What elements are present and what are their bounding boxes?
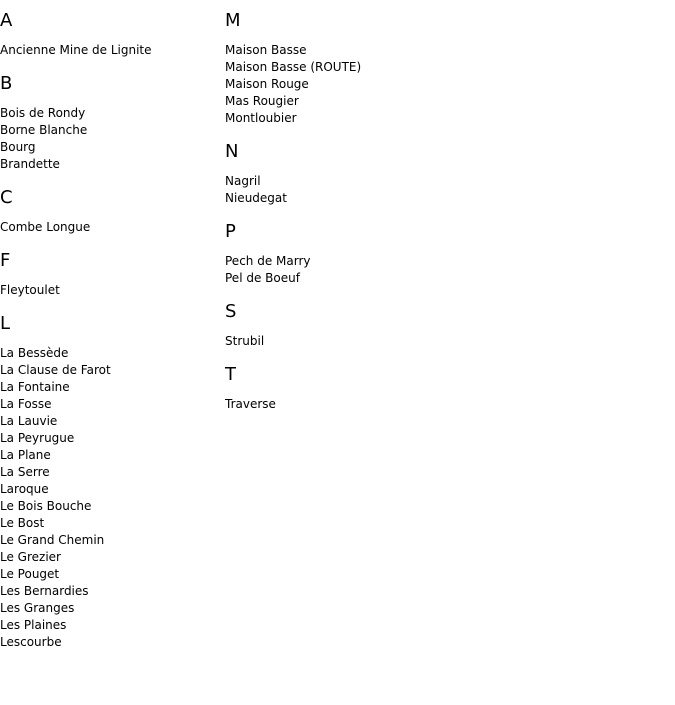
- place-link[interactable]: La Peyrugue: [0, 431, 75, 445]
- letter-heading: N: [225, 141, 239, 162]
- place-link[interactable]: Fleytoulet: [0, 283, 60, 297]
- place-list: [225, 396, 445, 413]
- letter-heading: P: [225, 221, 236, 242]
- letter-section-t: [225, 364, 445, 413]
- place-link[interactable]: Le Bois Bouche: [0, 499, 92, 513]
- place-link[interactable]: La Plane: [0, 448, 51, 462]
- place-link[interactable]: Les Granges: [0, 601, 75, 615]
- place-link[interactable]: Bois de Rondy: [0, 106, 86, 120]
- letter-section-p: [225, 221, 445, 287]
- place-link[interactable]: Maison Basse: [225, 43, 307, 57]
- place-link[interactable]: Combe Longue: [0, 220, 91, 234]
- letter-heading: B: [0, 73, 13, 94]
- place-link[interactable]: La Clause de Farot: [0, 363, 111, 377]
- place-link[interactable]: Le Grezier: [0, 550, 61, 564]
- letter-section-b: [0, 73, 220, 173]
- place-link[interactable]: Le Pouget: [0, 567, 60, 581]
- place-list: [225, 333, 445, 350]
- place-link[interactable]: Pech de Marry: [225, 254, 311, 268]
- letter-heading: S: [225, 301, 237, 322]
- place-link[interactable]: La Bessède: [0, 346, 69, 360]
- place-list: [0, 42, 220, 59]
- letter-section-a: [0, 10, 220, 59]
- right-column: [225, 10, 445, 427]
- place-link[interactable]: La Lauvie: [0, 414, 58, 428]
- place-list: [0, 282, 220, 299]
- place-list: [0, 345, 220, 651]
- letter-section-n: [225, 141, 445, 207]
- place-link[interactable]: Le Grand Chemin: [0, 533, 105, 547]
- place-link[interactable]: Ancienne Mine de Lignite: [0, 43, 152, 57]
- letter-heading: A: [0, 10, 13, 31]
- letter-section-c: [0, 187, 220, 236]
- letter-heading: T: [225, 364, 236, 385]
- letter-heading: M: [225, 10, 241, 31]
- place-link[interactable]: La Fontaine: [0, 380, 70, 394]
- place-link[interactable]: Mas Rougier: [225, 94, 299, 108]
- letter-section-m: [225, 10, 445, 127]
- letter-heading: L: [0, 313, 11, 334]
- place-link[interactable]: Montloubier: [225, 111, 297, 125]
- place-link[interactable]: Bourg: [0, 140, 36, 154]
- place-link[interactable]: Les Bernardies: [0, 584, 89, 598]
- place-list: [225, 173, 445, 207]
- place-link[interactable]: La Fosse: [0, 397, 52, 411]
- place-link[interactable]: Borne Blanche: [0, 123, 88, 137]
- letter-section-f: [0, 250, 220, 299]
- place-link[interactable]: Nagril: [225, 174, 261, 188]
- place-list: [225, 253, 445, 287]
- place-list: [0, 105, 220, 173]
- letter-heading: C: [0, 187, 13, 208]
- letter-section-l: [0, 313, 220, 651]
- place-list: [0, 219, 220, 236]
- letter-heading: F: [0, 250, 11, 271]
- place-link[interactable]: La Serre: [0, 465, 50, 479]
- left-column: [0, 10, 220, 665]
- place-link[interactable]: Brandette: [0, 157, 60, 171]
- place-link[interactable]: Lescourbe: [0, 635, 62, 649]
- place-link[interactable]: Traverse: [225, 397, 276, 411]
- place-link[interactable]: Pel de Boeuf: [225, 271, 300, 285]
- place-link[interactable]: Le Bost: [0, 516, 45, 530]
- place-link[interactable]: Maison Rouge: [225, 77, 309, 91]
- place-link[interactable]: Maison Basse (ROUTE): [225, 60, 362, 74]
- place-link[interactable]: Strubil: [225, 334, 265, 348]
- place-link[interactable]: Nieudegat: [225, 191, 287, 205]
- place-list: [225, 42, 445, 127]
- letter-section-s: [225, 301, 445, 350]
- place-link[interactable]: Laroque: [0, 482, 49, 496]
- place-link[interactable]: Les Plaines: [0, 618, 67, 632]
